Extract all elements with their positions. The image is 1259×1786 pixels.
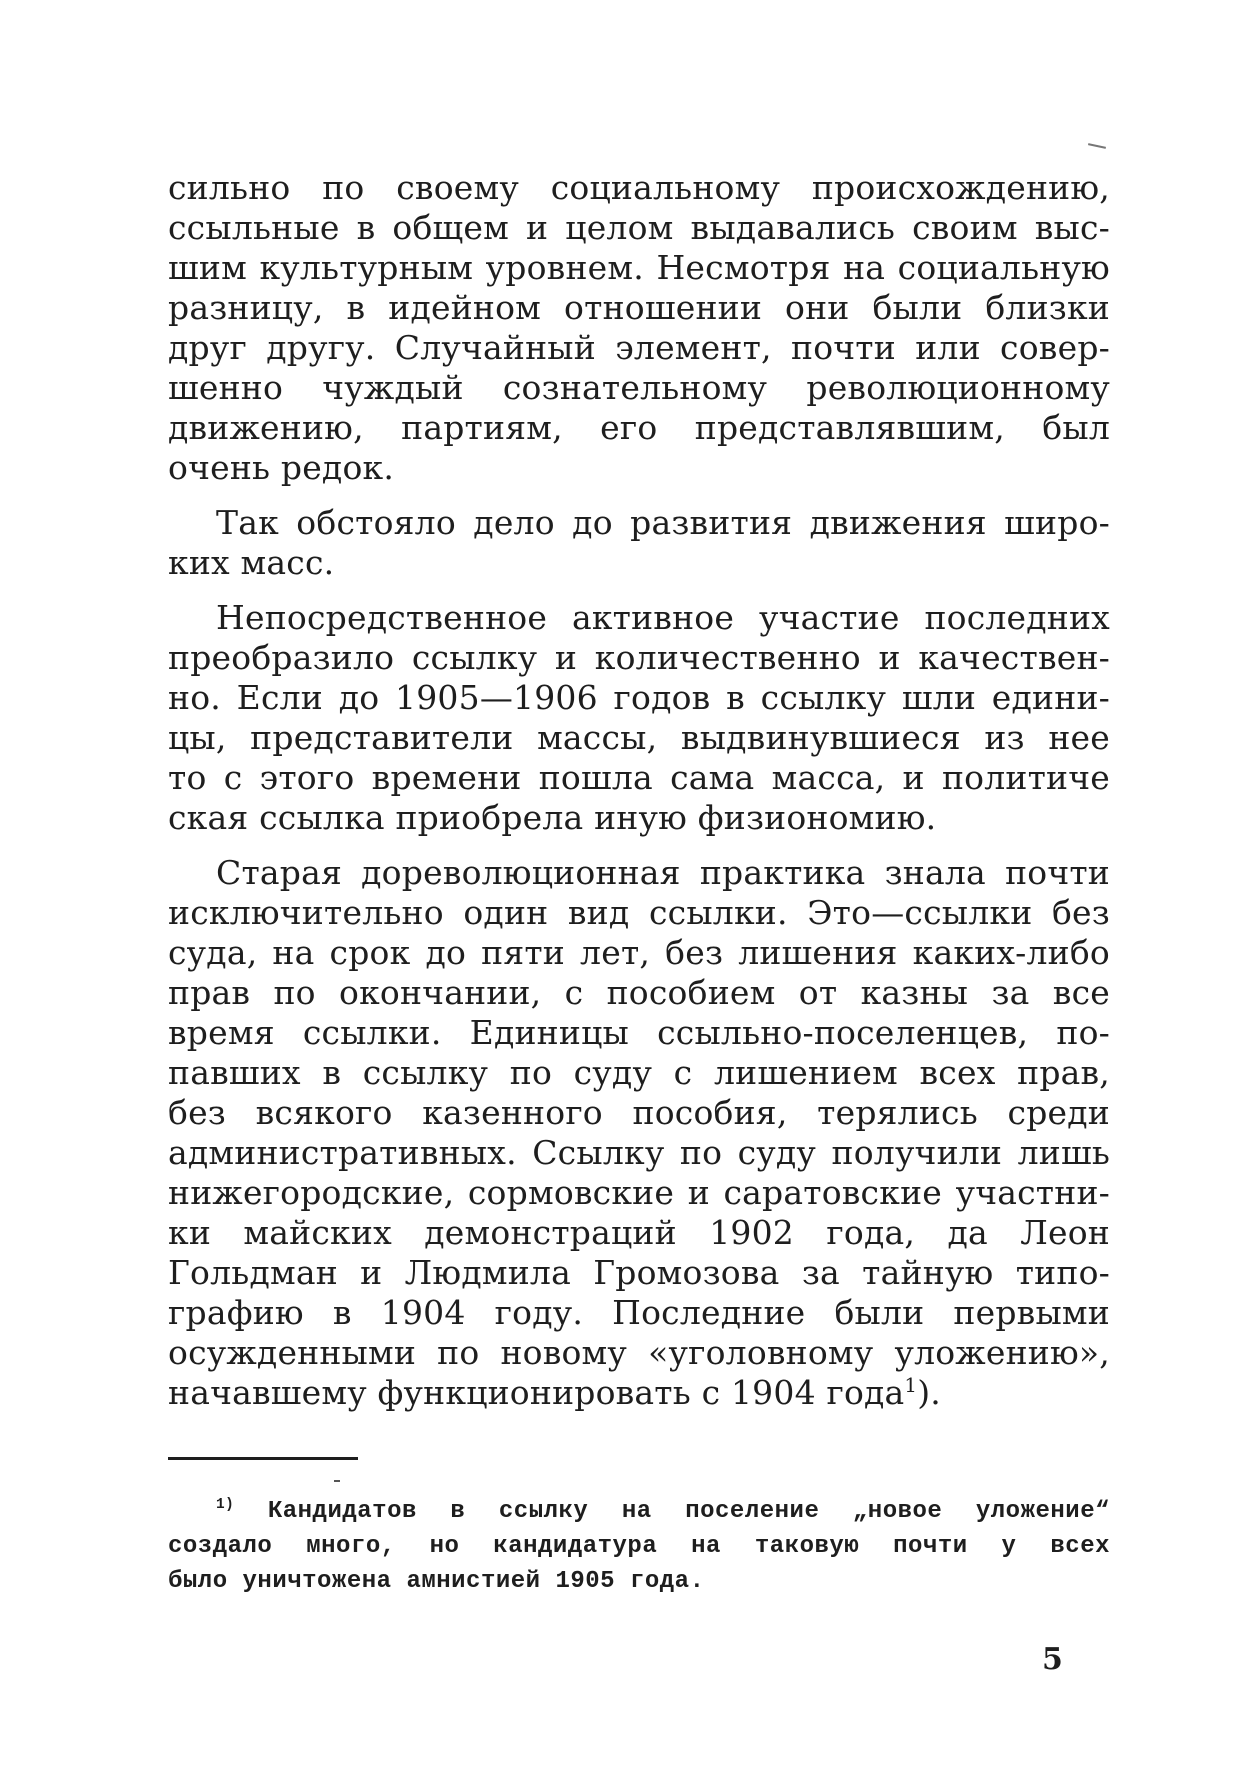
text-line: но. Если до 1905—1906 годов в ссылку шли едини- <box>168 678 1110 717</box>
footnote-marker: 1) <box>216 1497 235 1513</box>
scan-mark <box>1088 143 1106 149</box>
scan-speck <box>334 1480 340 1482</box>
body-text <box>168 168 1110 1413</box>
text-line: административных. Ссылку по суду получили лишь <box>168 1133 1110 1172</box>
footnote-reference: 1 <box>904 1374 918 1397</box>
text-line: преобразило ссылку и количественно и качествен- <box>168 638 1110 677</box>
text-line: Непосредственное активное участие последних <box>216 598 1110 637</box>
paragraph <box>168 503 1110 583</box>
text-line: то с этого времени пошла сама масса, и политиче <box>168 758 1110 797</box>
text-line <box>168 1373 1110 1413</box>
paragraph <box>168 168 1110 488</box>
text-line: графию в 1904 году. Последние были первыми <box>168 1293 1110 1332</box>
text-line: Так обстояло дело до развития движения широ- <box>216 503 1110 542</box>
text-line: сильно по своему социальному происхождению, <box>168 168 1110 207</box>
footnote-line: создало много, но кандидатура на таковую почти у всех <box>168 1533 1110 1560</box>
text-line: осужденными по новому «уголовному уложению», <box>168 1333 1110 1372</box>
text-line: время ссылки. Единицы ссыльно-поселенцев, по- <box>168 1013 1110 1052</box>
footnote-line: было уничтожена амнистией 1905 года. <box>168 1568 705 1595</box>
text-line: шим культурным уровнем. Несмотря на социальную <box>168 248 1110 287</box>
text-line: друг другу. Случайный элемент, почти или совер- <box>168 328 1110 367</box>
text-line: суда, на срок до пяти лет, без лишения каких-либо <box>168 933 1110 972</box>
text-line: павших в ссылку по суду с лишением всех прав, <box>168 1053 1110 1092</box>
footnote-line <box>168 1494 1110 1529</box>
text-line: движению, партиям, его представлявшим, был <box>168 408 1110 447</box>
text-line: без всякого казенного пособия, терялись среди <box>168 1093 1110 1132</box>
text-segment: Кандидатов в ссылку на поселение „новое уложение“ <box>267 1498 1110 1525</box>
text-line: разницу, в идейном отношении они были близки <box>168 288 1110 327</box>
text-line: шенно чуждый сознательному революционному <box>168 368 1110 407</box>
text-line: ки майских демонстраций 1902 года, да Леон <box>168 1213 1110 1252</box>
text-line: исключительно один вид ссылки. Это—ссылки без <box>168 893 1110 932</box>
text-line: ссыльные в общем и целом выдавались своим выс- <box>168 208 1110 247</box>
text-line: Старая дореволюционная практика знала почти <box>216 853 1110 892</box>
page-number: 5 <box>1042 1642 1063 1677</box>
footnote-separator <box>168 1457 358 1460</box>
paragraph <box>168 853 1110 1413</box>
text-segment: начавшему функционировать с 1904 года <box>168 1373 905 1412</box>
footnote <box>168 1494 1110 1599</box>
text-line: ких масс. <box>168 543 335 582</box>
text-line: цы, представители массы, выдвинувшиеся из нее <box>168 718 1110 757</box>
text-segment: ). <box>917 1373 941 1412</box>
text-line: прав по окончании, с пособием от казны за все <box>168 973 1110 1012</box>
text-line: очень редок. <box>168 448 395 487</box>
text-line: нижегородские, сормовские и саратовские участни- <box>168 1173 1110 1212</box>
paragraph <box>168 598 1110 838</box>
text-line: Гольдман и Людмила Громозова за тайную типо- <box>168 1253 1110 1292</box>
text-line: ская ссылка приобрела иную физиономию. <box>168 798 937 837</box>
